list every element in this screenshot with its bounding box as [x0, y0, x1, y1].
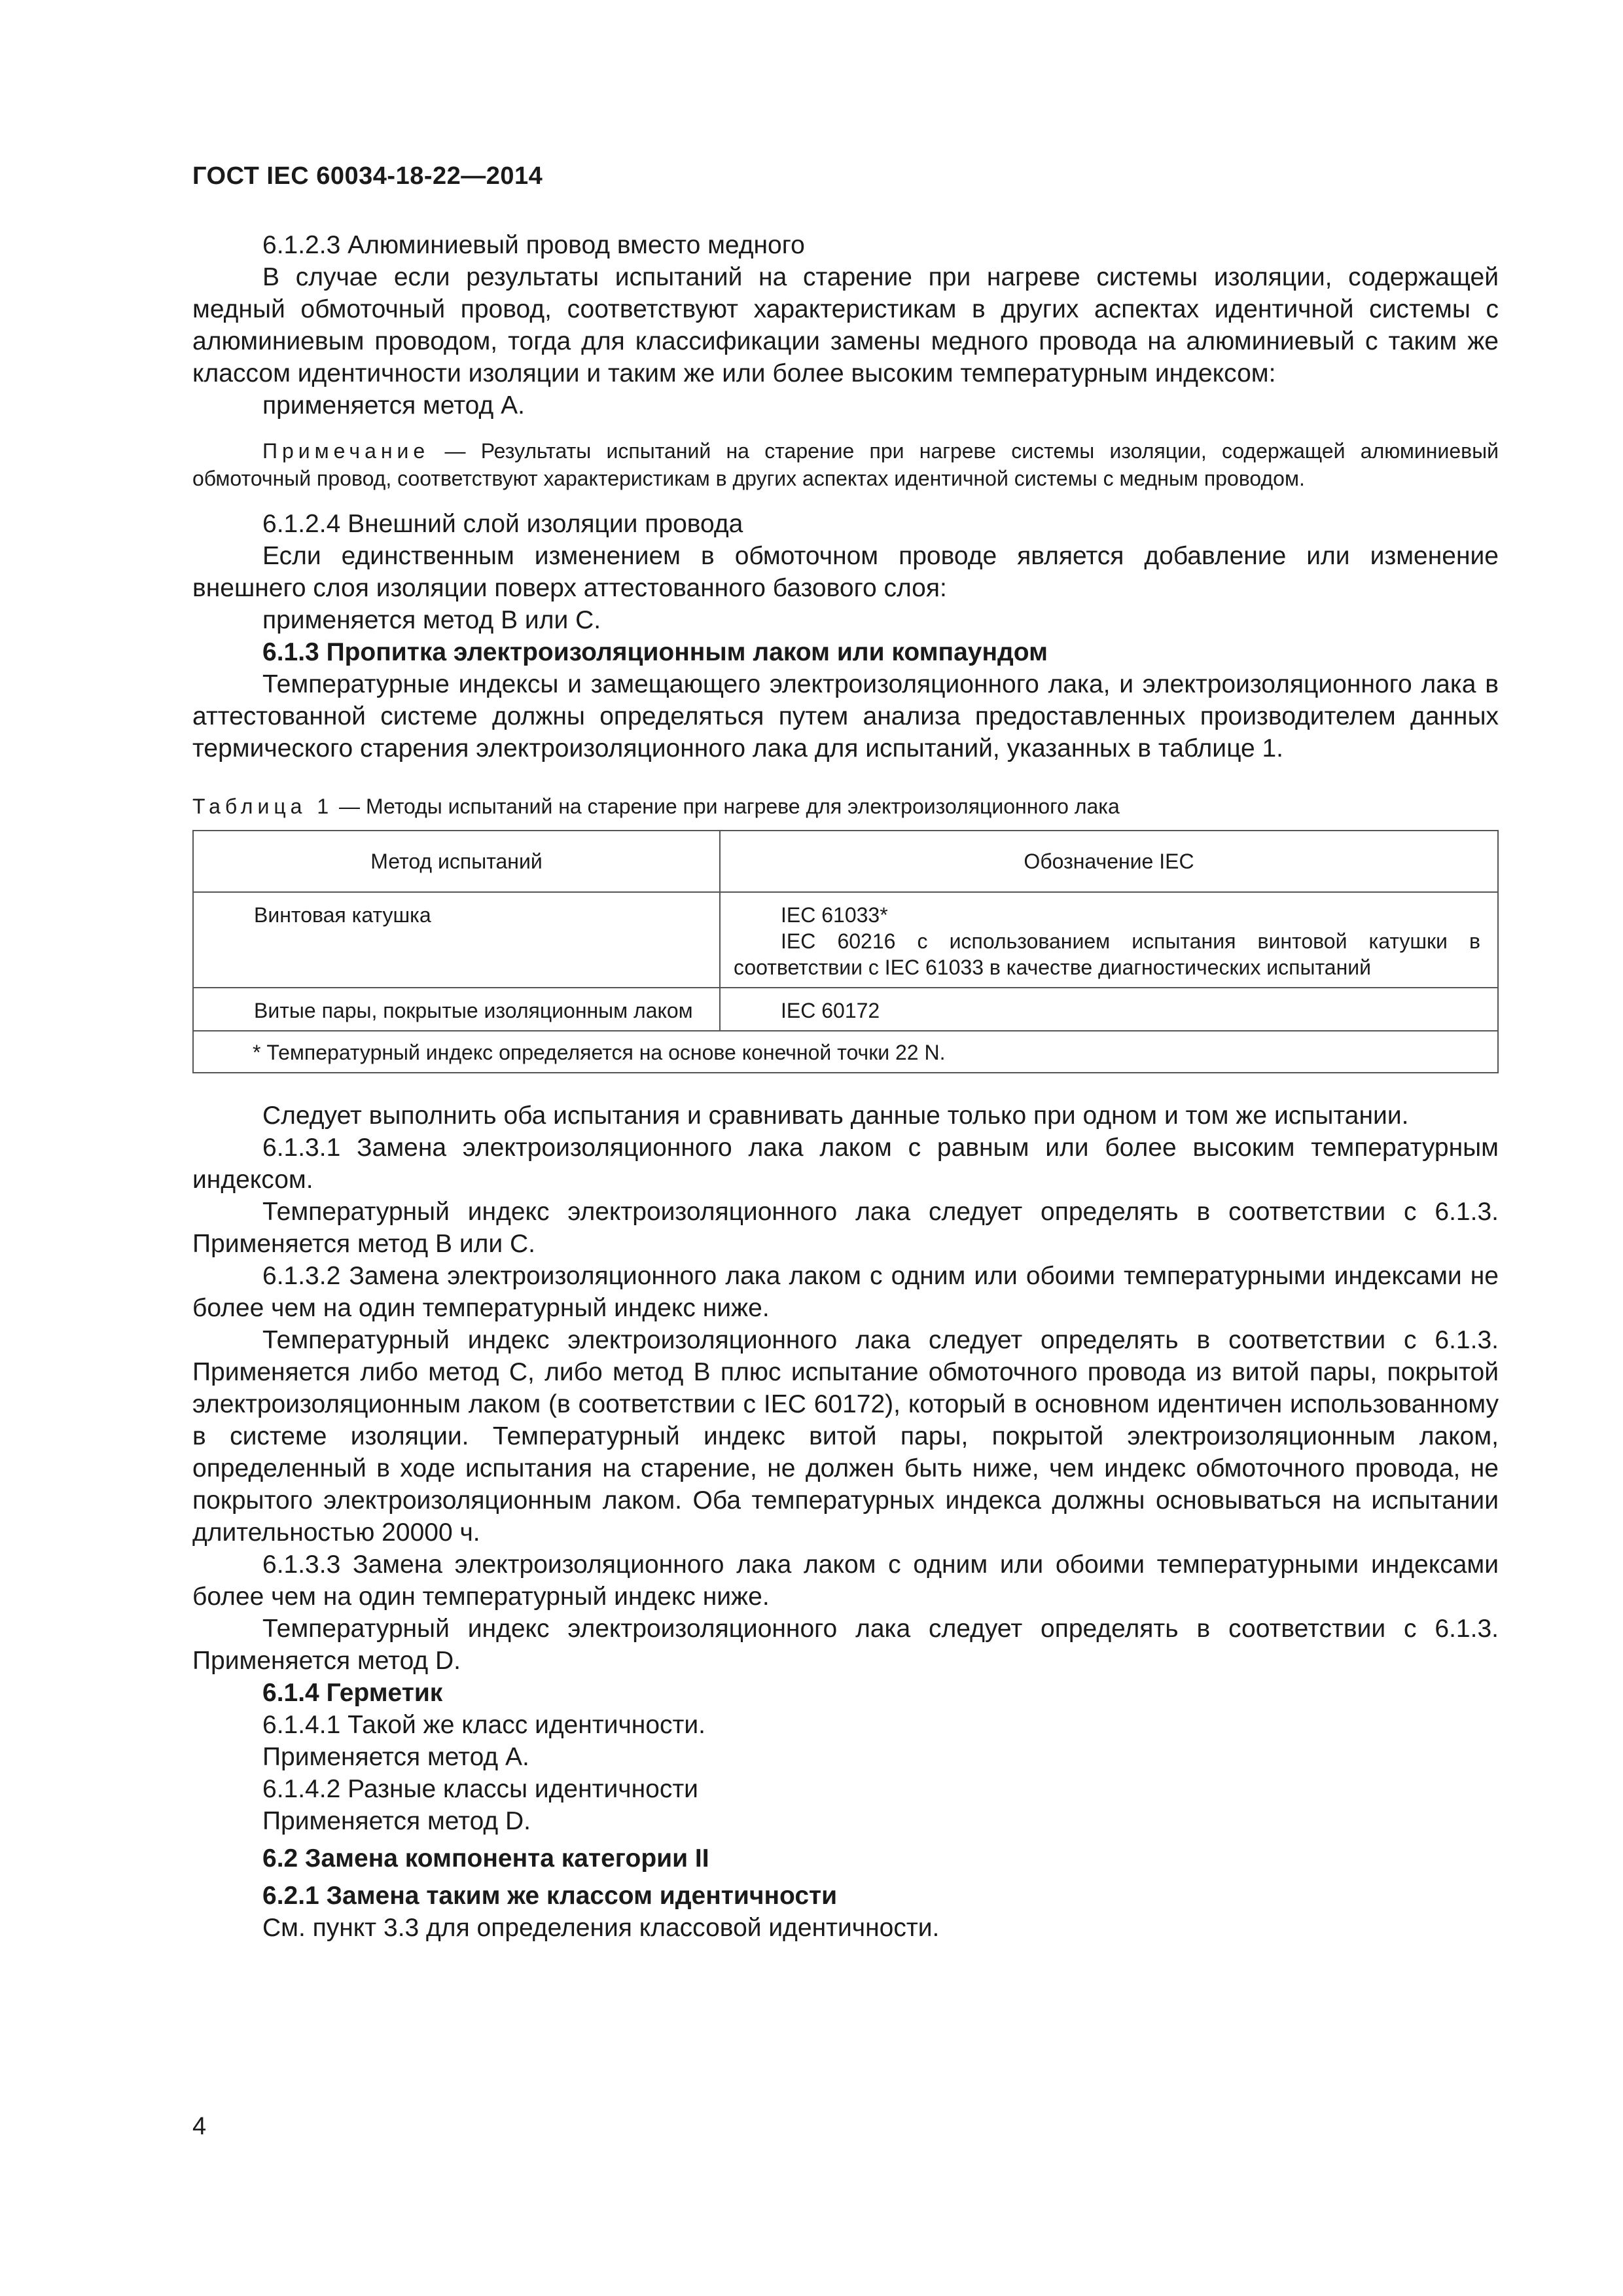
section-6-1-4-2-method: Применяется метод D. — [262, 1807, 531, 1835]
section-6-1-4-heading: 6.1.4 Герметик — [262, 1679, 443, 1707]
section-6-1-2-3-text: В случае если результаты испытаний на старение при нагреве системы изоляции, содержащей медный обмоточный провод, соответствуют характеристикам в других аспектах идентичной системы с алюминиевым проводом, тогда для классификации замены медного провода на алюминиевый с таким же классом идентичности изоляции и таким же или более высоким температурным индексом: — [192, 263, 1499, 387]
section-6-2-heading: 6.2 Замена компонента категории II — [262, 1844, 709, 1873]
section-6-1-3-heading: 6.1.3 Пропитка электроизоляционным лаком или компаундом — [262, 638, 1048, 666]
table-header-iec: Обозначение IEC — [720, 831, 1498, 892]
table-caption — [192, 793, 1499, 819]
section-6-1-3-text: Температурные индексы и замещающего электроизоляционного лака, и электроизоляционного лака в аттестованной системе должны определяться путем анализа предоставленных производителем данных термического старения электроизоляционного лака для испытаний, указанных в таблице 1. — [192, 670, 1499, 762]
section-6-2-1-heading: 6.2.1 Замена таким же классом идентичности — [262, 1882, 838, 1910]
note-text: — Результаты испытаний на старение при нагреве системы изоляции, содержащей алюминиевый обмоточный провод, соответствуют характеристикам в других аспектах идентичной системы с медным проводом. — [192, 439, 1499, 490]
iec-designation: IEC 61033* — [781, 903, 888, 927]
section-6-2-1-text: См. пункт 3.3 для определения классовой идентичности. — [262, 1914, 940, 1942]
section-6-1-3-1: 6.1.3.1 Замена электроизоляционного лака лаком с равным или более высоким температурным индексом. — [192, 1134, 1499, 1194]
section-6-1-4-2: 6.1.4.2 Разные классы идентичности — [262, 1775, 698, 1803]
section-6-1-3-2: 6.1.3.2 Замена электроизоляционного лака лаком с одним или обоими температурными индексами не более чем на один температурный индекс ниже. — [192, 1262, 1499, 1322]
note-label: Примечание — [262, 439, 430, 463]
paragraph: Температурный индекс электроизоляционного лака следует определять в соответствии с 6.1.3. Применяется либо метод С, либо метод В плюс испытание обмоточного провода из витой пары, покрытой электроизоляционным лаком (в соответствии с IEC 60172), который в основном идентичен использованному в системе изоляции. Температурный индекс витой пары, покрытой электроизоляционным лаком, определенный в ходе испытания на старение, не должен быть ниже, чем индекс обмоточного провода, не покрытого электроизоляционным лаком. Оба температурных индекса должны основываться на испытании длительностью 20000 ч. — [192, 1326, 1499, 1547]
note — [192, 437, 1499, 492]
table-header-method: Метод испытаний — [193, 831, 720, 892]
iec-designation: IEC 60172 — [781, 999, 880, 1022]
section-6-1-2-4-heading: 6.1.2.4 Внешний слой изоляции провода — [262, 510, 743, 538]
section-6-1-4-1: 6.1.4.1 Такой же класс идентичности. — [262, 1711, 706, 1739]
iec-designation-detail: IEC 60216 с использованием испытания винтовой катушки в соответствии с IEC 61033 в качестве диагностических испытаний — [734, 929, 1480, 979]
section-6-1-4-1-method: Применяется метод А. — [262, 1743, 529, 1771]
section-6-1-2-4-method: применяется метод B или С. — [262, 606, 601, 634]
method-name: Винтовая катушка — [254, 903, 431, 927]
table-caption-label: Таблица 1 — [192, 795, 334, 818]
table-header-row — [193, 831, 1498, 892]
table-footnote-row — [193, 1031, 1498, 1073]
section-6-1-2-4-text: Если единственным изменением в обмоточном проводе является добавление или изменение внешнего слоя изоляции поверх аттестованного базового слоя: — [192, 542, 1499, 602]
section-6-1-2-3-method: применяется метод А. — [262, 391, 525, 420]
table-row — [193, 988, 1498, 1031]
paragraph: Температурный индекс электроизоляционного лака следует определять в соответствии с 6.1.3. Применяется метод D. — [192, 1615, 1499, 1675]
paragraph: Температурный индекс электроизоляционного лака следует определять в соответствии с 6.1.3. Применяется метод В или С. — [192, 1198, 1499, 1258]
document-body — [192, 229, 1499, 1944]
section-6-1-3-3: 6.1.3.3 Замена электроизоляционного лака лаком с одним или обоими температурными индексами более чем на один температурный индекс ниже. — [192, 1551, 1499, 1611]
table-cell-iec — [720, 988, 1498, 1031]
document-header: ГОСТ IEC 60034-18-22—2014 — [192, 162, 543, 190]
test-methods-table — [192, 830, 1499, 1073]
table-caption-text: — Методы испытаний на старение при нагреве для электроизоляционного лака — [333, 795, 1120, 818]
page-number: 4 — [192, 2113, 207, 2140]
paragraph: Следует выполнить оба испытания и сравнивать данные только при одном и том же испытании. — [262, 1102, 1409, 1130]
table-cell-method — [193, 988, 720, 1031]
section-6-1-2-3-heading: 6.1.2.3 Алюминиевый провод вместо медного — [262, 231, 805, 259]
table-cell-iec — [720, 892, 1498, 988]
method-name: Витые пары, покрытые изоляционным лаком — [254, 999, 693, 1022]
table-cell-method — [193, 892, 720, 988]
table-row — [193, 892, 1498, 988]
table-footnote: * Температурный индекс определяется на основе конечной точки 22 N. — [193, 1031, 1498, 1073]
